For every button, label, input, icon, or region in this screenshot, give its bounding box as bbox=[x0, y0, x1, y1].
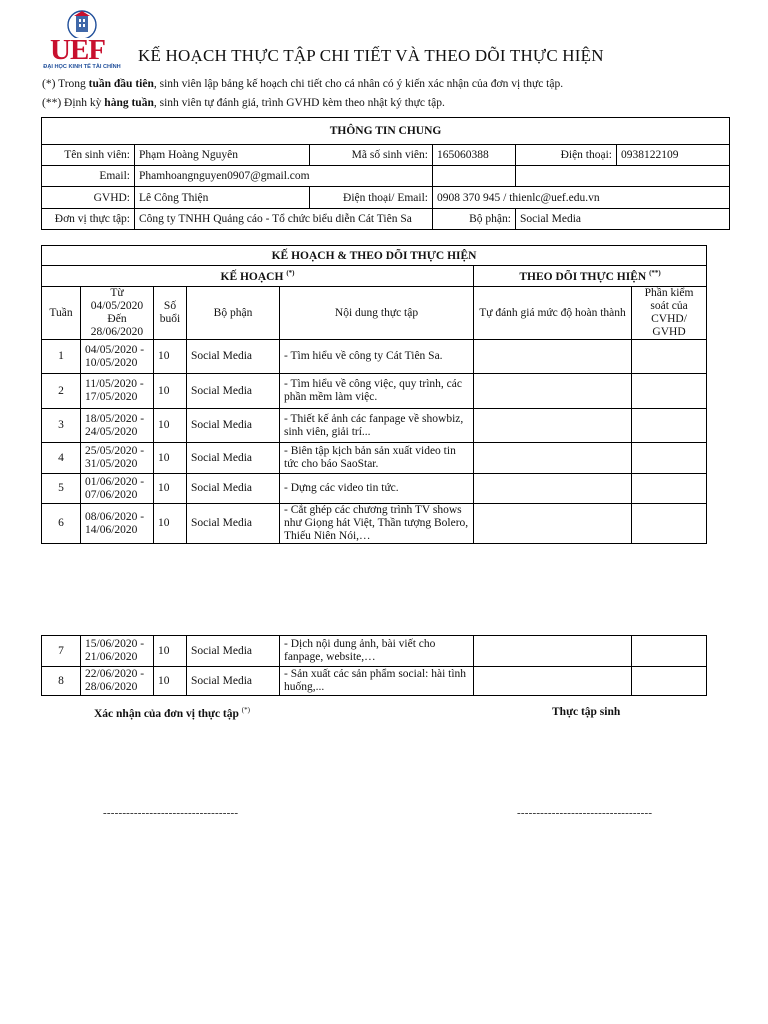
self-eval-cell bbox=[474, 443, 632, 474]
dates-cell: 01/06/2020 - 07/06/2020 bbox=[81, 474, 154, 504]
department-cell: Social Media bbox=[187, 443, 280, 474]
general-info-table bbox=[41, 117, 730, 230]
sessions-cell: 10 bbox=[154, 409, 187, 443]
col-department-header: Bộ phận bbox=[187, 287, 280, 340]
department-value: Social Media bbox=[516, 209, 730, 230]
plan-subheader bbox=[42, 266, 474, 287]
content-cell: - Cắt ghép các chương trình TV shows như Giọng hát Việt, Thần tượng Bolero, Thiếu Niên Nói,… bbox=[280, 504, 474, 544]
tracking-subheader bbox=[474, 266, 707, 287]
content-cell: - Sản xuất các sản phẩm social: hài tình huống,... bbox=[280, 667, 474, 696]
department-cell: Social Media bbox=[187, 667, 280, 696]
note-2-prefix: (**) Định kỳ bbox=[42, 97, 105, 109]
note-1-prefix: (*) Trong bbox=[42, 78, 89, 90]
plan-row bbox=[42, 340, 707, 374]
uef-logo bbox=[34, 8, 130, 74]
department-cell: Social Media bbox=[187, 504, 280, 544]
company-label: Đơn vị thực tập: bbox=[42, 209, 135, 230]
department-cell: Social Media bbox=[187, 409, 280, 443]
col-content-header: Nội dung thực tập bbox=[280, 287, 474, 340]
col-from-date: 04/05/2020 bbox=[90, 300, 144, 312]
email-value: Phamhoangnguyen0907@gmail.com bbox=[135, 166, 433, 187]
logo-brand: UEF bbox=[50, 34, 105, 66]
plan-rows-page-2 bbox=[42, 636, 707, 696]
gvhd-contact-value: 0908 370 945 / thienlc@uef.edu.vn bbox=[433, 187, 730, 209]
self-eval-cell bbox=[474, 409, 632, 443]
control-cell bbox=[632, 474, 707, 504]
col-sessions-header: Số buổi bbox=[154, 287, 187, 340]
company-confirmation-mark: (*) bbox=[241, 706, 250, 714]
sessions-cell: 10 bbox=[154, 474, 187, 504]
plan-row bbox=[42, 374, 707, 409]
control-cell bbox=[632, 443, 707, 474]
dates-cell: 15/06/2020 - 21/06/2020 bbox=[81, 636, 154, 667]
student-name-label: Tên sinh viên: bbox=[42, 145, 135, 166]
control-cell bbox=[632, 409, 707, 443]
intern-label-text: Thực tập sinh bbox=[552, 706, 621, 718]
email-label: Email: bbox=[42, 166, 135, 187]
intern-label bbox=[552, 706, 620, 718]
col-week-header: Tuần bbox=[42, 287, 81, 340]
plan-row bbox=[42, 474, 707, 504]
week-cell: 3 bbox=[42, 409, 81, 443]
content-cell: - Tìm hiểu về công ty Cát Tiên Sa. bbox=[280, 340, 474, 374]
content-cell: - Dựng các video tin tức. bbox=[280, 474, 474, 504]
gvhd-label: GVHD: bbox=[42, 187, 135, 209]
control-cell bbox=[632, 374, 707, 409]
self-eval-cell bbox=[474, 474, 632, 504]
dates-cell: 08/06/2020 - 14/06/2020 bbox=[81, 504, 154, 544]
department-cell: Social Media bbox=[187, 474, 280, 504]
content-cell: - Biên tập kịch bản sản xuất video tin tức cho báo SaoStar. bbox=[280, 443, 474, 474]
note-2-bold: hàng tuần bbox=[104, 97, 154, 109]
sessions-cell: 10 bbox=[154, 504, 187, 544]
week-cell: 1 bbox=[42, 340, 81, 374]
sessions-cell: 10 bbox=[154, 374, 187, 409]
note-first-week bbox=[42, 78, 563, 90]
note-weekly bbox=[42, 97, 445, 109]
week-cell: 4 bbox=[42, 443, 81, 474]
col-to-label: Đến bbox=[107, 313, 127, 325]
col-dates-header bbox=[81, 287, 154, 340]
department-cell: Social Media bbox=[187, 374, 280, 409]
dates-cell: 18/05/2020 - 24/05/2020 bbox=[81, 409, 154, 443]
content-cell: - Tìm hiểu về công việc, quy trình, các phần mềm làm việc. bbox=[280, 374, 474, 409]
note-1-rest: , sinh viên lập bảng kế hoạch chi tiết cho cá nhân có ý kiến xác nhận của đơn vị thực tập. bbox=[153, 78, 564, 90]
student-name-value: Phạm Hoàng Nguyên bbox=[135, 145, 310, 166]
plan-label: KẾ HOẠCH bbox=[220, 270, 284, 283]
control-cell bbox=[632, 504, 707, 544]
plan-row bbox=[42, 443, 707, 474]
sessions-cell: 10 bbox=[154, 667, 187, 696]
content-cell: - Dịch nội dung ảnh, bài viết cho fanpage, website,… bbox=[280, 636, 474, 667]
plan-row bbox=[42, 667, 707, 696]
week-cell: 8 bbox=[42, 667, 81, 696]
self-eval-cell bbox=[474, 374, 632, 409]
tracking-mark: (**) bbox=[649, 269, 661, 278]
company-value: Công ty TNHH Quảng cáo - Tổ chức biểu diễn Cát Tiên Sa bbox=[135, 209, 433, 230]
company-confirmation-text: Xác nhận của đơn vị thực tập bbox=[94, 707, 239, 720]
plan-mark: (*) bbox=[286, 269, 295, 278]
self-eval-cell bbox=[474, 504, 632, 544]
plan-row bbox=[42, 504, 707, 544]
plan-row bbox=[42, 636, 707, 667]
gvhd-contact-label: Điện thoại/ Email: bbox=[310, 187, 433, 209]
dates-cell: 11/05/2020 - 17/05/2020 bbox=[81, 374, 154, 409]
dates-cell: 22/06/2020 - 28/06/2020 bbox=[81, 667, 154, 696]
week-cell: 6 bbox=[42, 504, 81, 544]
department-label: Bộ phận: bbox=[433, 209, 516, 230]
company-confirmation-label bbox=[94, 706, 250, 720]
plan-table bbox=[41, 245, 707, 544]
content-cell: - Thiết kế ảnh các fanpage về showbiz, sinh viên, giải trí... bbox=[280, 409, 474, 443]
tracking-label: THEO DÕI THỰC HIỆN bbox=[519, 270, 647, 283]
phone-value: 0938122109 bbox=[617, 145, 730, 166]
student-id-label: Mã số sinh viên: bbox=[310, 145, 433, 166]
sessions-cell: 10 bbox=[154, 340, 187, 374]
control-cell bbox=[632, 340, 707, 374]
plan-table-continued bbox=[41, 635, 707, 696]
email-empty-cell bbox=[516, 166, 730, 187]
col-to-date: 28/06/2020 bbox=[90, 326, 144, 338]
phone-label: Điện thoại: bbox=[516, 145, 617, 166]
student-id-value: 165060388 bbox=[433, 145, 516, 166]
week-cell: 5 bbox=[42, 474, 81, 504]
col-from-label: Từ bbox=[110, 287, 124, 299]
intern-signature-line: ----------------------------------- bbox=[517, 807, 653, 819]
self-eval-cell bbox=[474, 667, 632, 696]
general-info-header: THÔNG TIN CHUNG bbox=[42, 118, 730, 145]
note-2-rest: , sinh viên tự đánh giá, trình GVHD kèm theo nhật ký thực tập. bbox=[153, 97, 445, 109]
company-signature-line: ----------------------------------- bbox=[103, 807, 239, 819]
plan-row bbox=[42, 409, 707, 443]
note-1-bold: tuần đầu tiên bbox=[88, 78, 154, 90]
week-cell: 7 bbox=[42, 636, 81, 667]
control-cell bbox=[632, 636, 707, 667]
plan-rows-page-1 bbox=[42, 340, 707, 544]
page-title: KẾ HOẠCH THỰC TẬP CHI TIẾT VÀ THEO DÕI THỰC HIỆN bbox=[138, 46, 604, 65]
gvhd-value: Lê Công Thiện bbox=[135, 187, 310, 209]
plan-header: KẾ HOẠCH & THEO DÕI THỰC HIỆN bbox=[42, 246, 707, 266]
self-eval-cell bbox=[474, 340, 632, 374]
week-cell: 2 bbox=[42, 374, 81, 409]
email-spacer-cell bbox=[433, 166, 516, 187]
control-cell bbox=[632, 667, 707, 696]
col-control-header: Phần kiểm soát của CVHD/ GVHD bbox=[632, 287, 707, 340]
logo-subtitle: ĐẠI HỌC KINH TẾ TÀI CHÍNH bbox=[43, 64, 121, 70]
dates-cell: 25/05/2020 - 31/05/2020 bbox=[81, 443, 154, 474]
department-cell: Social Media bbox=[187, 636, 280, 667]
department-cell: Social Media bbox=[187, 340, 280, 374]
self-eval-cell bbox=[474, 636, 632, 667]
col-self-eval-header: Tự đánh giá mức độ hoàn thành bbox=[474, 287, 632, 340]
sessions-cell: 10 bbox=[154, 636, 187, 667]
sessions-cell: 10 bbox=[154, 443, 187, 474]
dates-cell: 04/05/2020 - 10/05/2020 bbox=[81, 340, 154, 374]
